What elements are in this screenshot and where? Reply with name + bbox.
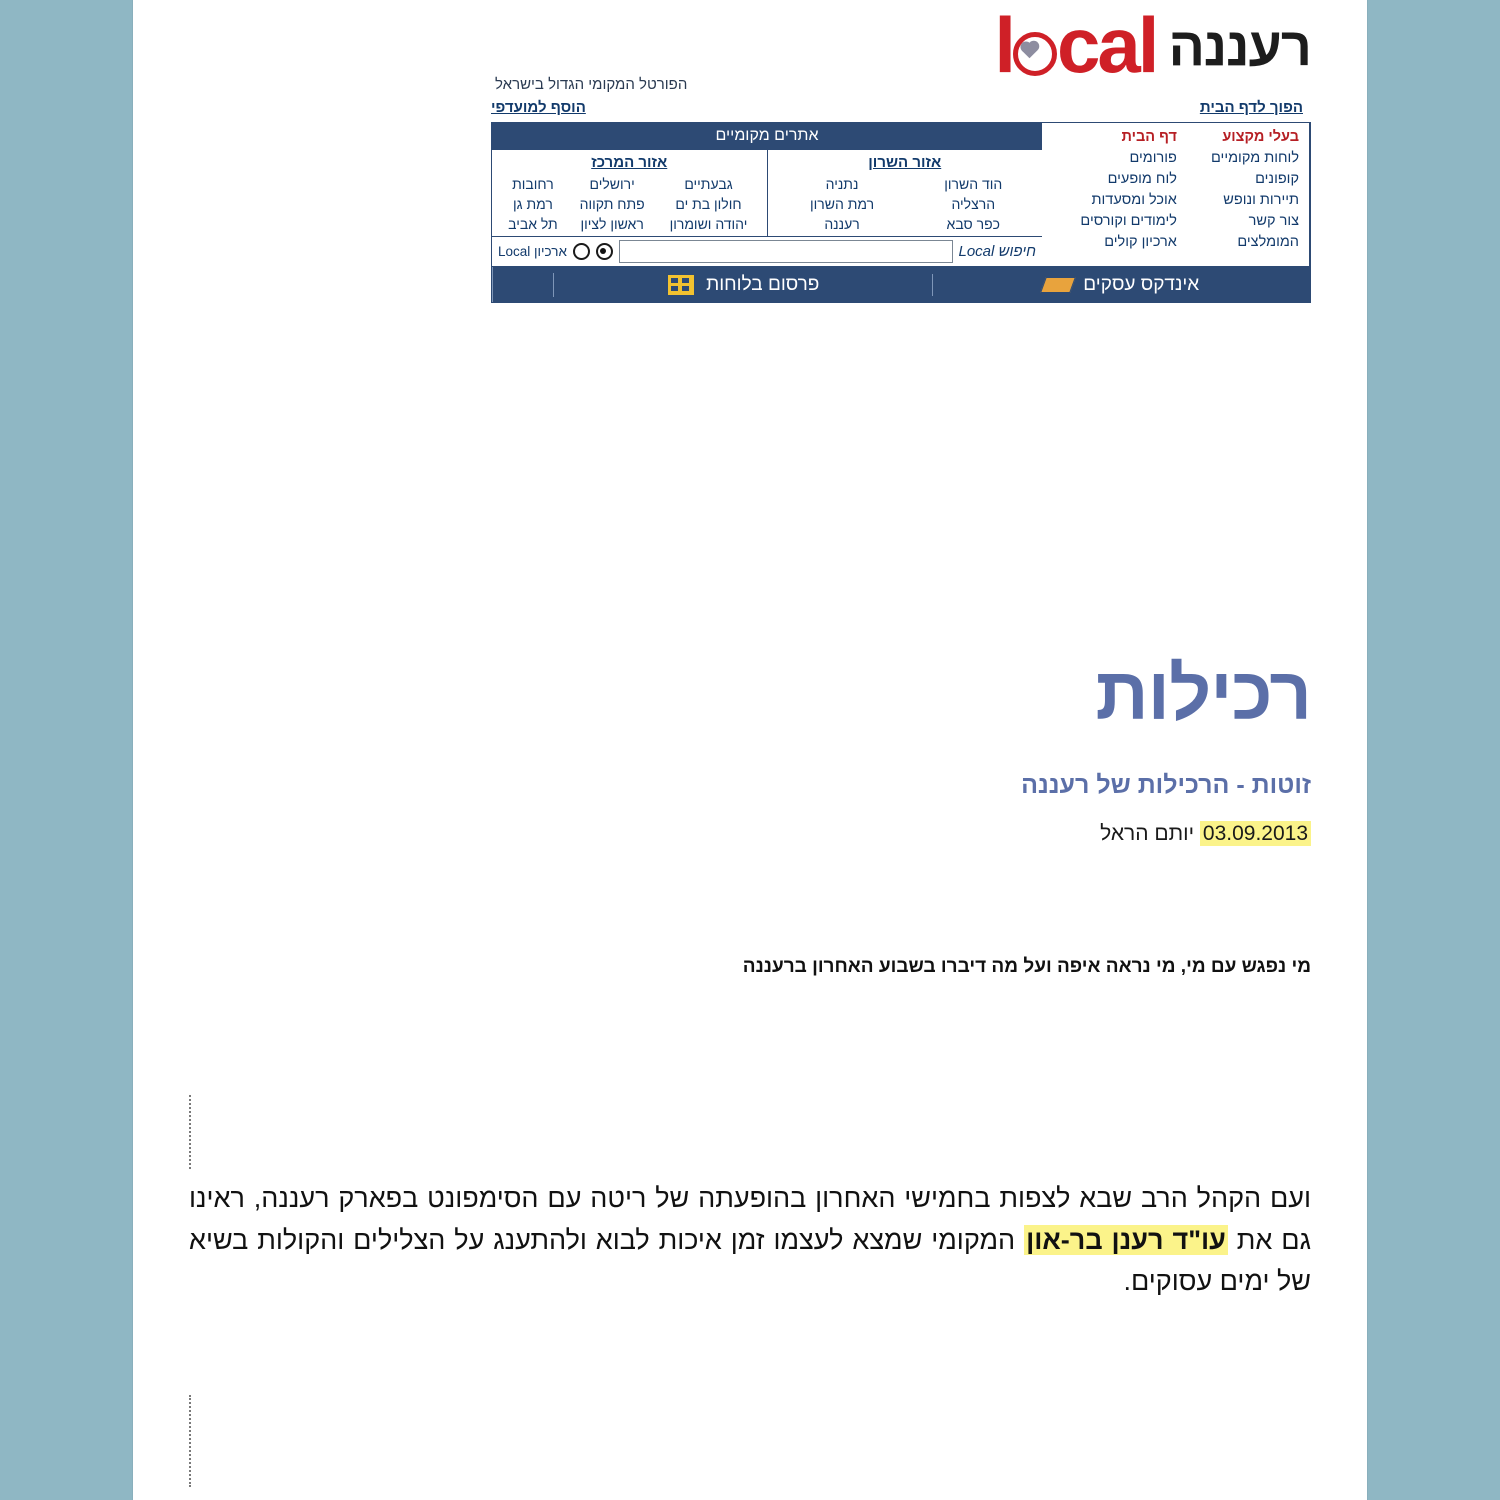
menu-item-coupons[interactable]: קופונים	[1255, 170, 1299, 187]
city-hod-hasharon[interactable]: הוד השרון	[944, 176, 1003, 193]
menu-item-courses[interactable]: לימודים וקורסים	[1080, 212, 1177, 229]
city-herzliya[interactable]: הרצליה	[951, 196, 996, 213]
area-title-sharon[interactable]: אזור השרון	[868, 154, 942, 172]
index-businesses-button[interactable]	[932, 274, 1311, 296]
body-text-part-1: ועם הקהל הרב שבא לצפות בחמישי האחרון בהופעתה של ריטה עם הסימפונט בפארק רעננה, ראינו גם את	[189, 1182, 1312, 1255]
menu-row	[1048, 231, 1303, 252]
city-raanana[interactable]: רעננה	[824, 216, 860, 233]
menu-item-contact[interactable]: צור קשר	[1248, 212, 1299, 229]
publish-date: 03.09.2013	[1200, 821, 1311, 846]
main-menu	[1042, 123, 1310, 266]
city-givatayim[interactable]: גבעתיים	[684, 176, 733, 193]
area-group-center	[492, 150, 767, 236]
area-row	[774, 214, 1037, 234]
boards-icon	[666, 273, 696, 297]
menu-item-tourism[interactable]: תיירות ונופש	[1223, 191, 1299, 208]
site-tagline: הפורטל המקומי הגדול בישראל	[495, 76, 688, 94]
index-businesses-label: אינדקס עסקים	[1083, 273, 1200, 295]
area-title-center[interactable]: אזור המרכז	[591, 154, 668, 172]
city-tel-aviv[interactable]: תל אביב	[508, 216, 558, 233]
area-group-sharon	[767, 150, 1043, 236]
menu-row	[1048, 189, 1303, 210]
divider-bottom	[189, 1395, 193, 1487]
area-row	[498, 174, 761, 194]
article-body	[189, 1178, 1311, 1304]
menu-item-home[interactable]: דף הבית	[1121, 128, 1177, 145]
page-title: רכילות	[1095, 652, 1311, 735]
city-jerusalem[interactable]: ירושלים	[589, 176, 635, 193]
logo-brand-cal: cal	[1057, 1, 1157, 89]
menu-item-recommended[interactable]: המומלצים	[1237, 233, 1299, 250]
article-subtitle: זוטות - הרכילות של רעננה	[1021, 770, 1311, 799]
scanned-page	[133, 0, 1367, 1500]
bottom-action-bar	[491, 267, 1311, 303]
article-standfirst: מי נפגש עם מי, מי נראה איפה ועל מה דיברו בשבוע האחרון ברעננה	[742, 955, 1311, 977]
search-scope-radio-secondary[interactable]	[573, 243, 590, 260]
index-icon	[1040, 277, 1076, 293]
city-petah-tikva[interactable]: פתח תקווה	[579, 196, 645, 213]
menu-item-local-boards[interactable]: לוחות מקומיים	[1211, 149, 1299, 166]
post-on-boards-button[interactable]	[553, 273, 932, 297]
area-row	[498, 214, 761, 234]
author-name: יותם הראל	[1100, 821, 1195, 845]
area-row	[774, 194, 1037, 214]
city-judea-samaria[interactable]: יהודה ושומרון	[669, 216, 748, 233]
logo-city-label: רעננה	[1168, 17, 1311, 78]
menu-item-archive[interactable]: ארכיון קולים	[1104, 233, 1177, 250]
city-rehovot[interactable]: רחובות	[512, 176, 554, 193]
city-ramat-hasharon[interactable]: רמת השרון	[809, 196, 875, 213]
highlighted-name: עו"ד רענן בר-און	[1026, 1224, 1226, 1255]
city-rishon-lezion[interactable]: ראשון לציון	[580, 216, 644, 233]
menu-item-professionals[interactable]: בעלי מקצוע	[1222, 128, 1299, 145]
divider-top	[189, 1095, 193, 1169]
heart-icon	[1013, 32, 1057, 76]
menu-item-shows[interactable]: לוח מופעים	[1107, 170, 1177, 187]
bottom-bar-spacer	[492, 267, 553, 302]
menu-item-forums[interactable]: פורומים	[1129, 149, 1177, 166]
search-bar	[492, 236, 1042, 266]
menu-row	[1048, 126, 1303, 147]
search-input[interactable]	[619, 240, 953, 263]
city-ramat-gan[interactable]: רמת גן	[513, 196, 553, 213]
body-text-part-2: המקומי שמצא לעצמו זמן איכות לבוא ולהתענג על הצלילים והקולות בשיא של ימים עסוקים.	[189, 1224, 1311, 1297]
logo-brand-l: l	[994, 1, 1013, 89]
area-row	[498, 194, 761, 214]
article	[189, 652, 1312, 1303]
navigation-block	[491, 122, 1311, 267]
city-netanya[interactable]: נתניה	[825, 176, 859, 193]
site-header-capture	[491, 1, 1311, 303]
link-homepage[interactable]: הפוך לדף הבית	[1199, 99, 1303, 117]
post-on-boards-label: פרסום בלוחות	[706, 273, 820, 295]
area-row	[774, 174, 1037, 194]
local-sites-header: אתרים מקומיים	[492, 123, 1042, 150]
city-holon-bat-yam[interactable]: חולון בת ים	[675, 196, 742, 213]
city-kfar-saba[interactable]: כפר סבא	[946, 216, 1000, 233]
byline	[189, 822, 1311, 846]
local-sites-panel	[492, 123, 1042, 266]
menu-item-food[interactable]: אוכל ומסעדות	[1091, 191, 1177, 208]
search-scope-label: ארכיון Local	[498, 244, 567, 260]
search-scope-radio[interactable]	[596, 243, 613, 260]
menu-row	[1048, 147, 1303, 168]
link-add-to-favorites[interactable]: הוסף למועדפי	[491, 99, 586, 117]
search-label: חיפוש Local	[958, 243, 1036, 261]
top-links	[491, 99, 1311, 116]
menu-row	[1048, 210, 1303, 231]
menu-row	[1048, 168, 1303, 189]
logo-brand	[994, 1, 1157, 89]
